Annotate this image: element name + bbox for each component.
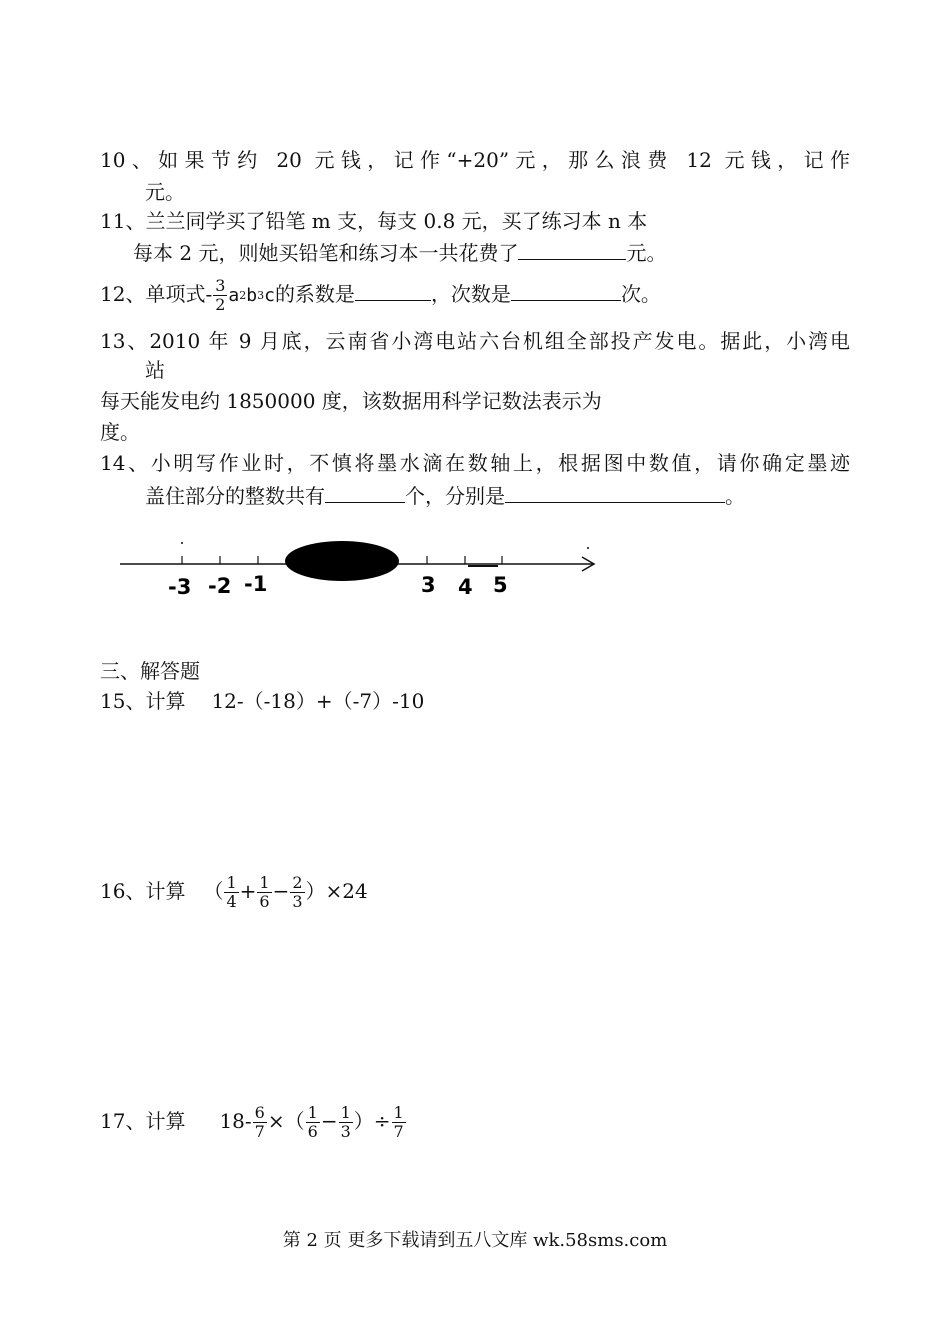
q12-degree-blank[interactable] [511, 278, 621, 301]
label-minus3: -3 [168, 575, 192, 599]
q12-frac-num: 3 [215, 276, 226, 295]
q17-label: 17、计算 [100, 1109, 186, 1133]
number-line-figure [110, 530, 610, 610]
q16-f1-num: 1 [226, 873, 237, 892]
q11-line2 [133, 237, 666, 267]
q14-count-blank[interactable] [325, 480, 405, 503]
q12-exp-a: 2 [239, 289, 247, 302]
q17-line [100, 1101, 407, 1141]
q12-var-a: a [228, 285, 240, 306]
q11-line2-text: 每本 2 元，则她买铅笔和练习本一共花费了 [133, 241, 519, 265]
q14-line2 [145, 480, 745, 510]
q16-f2-num: 1 [259, 873, 270, 892]
section-title: 三、解答题 [100, 659, 200, 683]
q12-end: 次。 [620, 282, 661, 306]
q12-line [100, 276, 661, 314]
q17-f2-den: 6 [307, 1122, 318, 1141]
q14-end: 。 [725, 484, 745, 508]
q11-answer-blank[interactable] [518, 237, 626, 260]
q17-f3-den: 3 [340, 1122, 351, 1141]
q12-var-b: b [246, 285, 258, 306]
q17-f1-num: 6 [254, 1103, 265, 1122]
q16-op1: + [239, 879, 257, 903]
q17-frac1 [253, 1104, 267, 1141]
q16-frac1 [224, 874, 238, 911]
q17-div: ）÷ [353, 1109, 391, 1133]
q16-close: ）×24 [305, 879, 368, 903]
q12-var-c: c [264, 285, 275, 306]
q11-line2-end: 元。 [626, 241, 667, 265]
ink-blot [285, 541, 399, 581]
q12-fraction [213, 277, 227, 314]
q17-frac3 [339, 1104, 353, 1141]
q16-frac3 [290, 874, 304, 911]
q12-prefix: 12、单项式- [100, 282, 213, 306]
q17-frac4 [392, 1104, 406, 1141]
q16-open: （ [203, 879, 224, 903]
q12-coef-blank[interactable] [355, 278, 431, 301]
q15-label: 15、计算 [100, 689, 186, 713]
q17-f4-num: 1 [393, 1103, 404, 1122]
q12-coef-text: 的系数是 [274, 282, 355, 306]
q17-minus: − [320, 1109, 338, 1133]
q16-f2-den: 6 [259, 892, 270, 911]
q17-frac2 [306, 1104, 320, 1141]
q10-line2: 元。 [145, 180, 185, 204]
q10-line1: 10、如果节约 20 元钱，记作“+20”元，那么浪费 12 元钱，记作 [100, 148, 850, 172]
q17-f1-den: 7 [254, 1122, 265, 1141]
q12-frac-den: 2 [215, 295, 226, 314]
q16-f3-den: 3 [292, 892, 303, 911]
q17-times: ×（ [267, 1109, 305, 1133]
q16-op2: − [272, 879, 290, 903]
q14-list-blank[interactable] [505, 480, 725, 503]
page-footer: 第 2 页 更多下载请到五八文库 wk.58sms.com [282, 1230, 668, 1251]
q17-f3-num: 1 [340, 1103, 351, 1122]
q14-count-text: 盖住部分的整数共有 [145, 484, 325, 508]
dot-mark [181, 542, 183, 544]
q13-line1: 13、2010 年 9 月底，云南省小湾电站六台机组全部投产发电。据此，小湾电 [100, 329, 850, 353]
dot-mark-right [587, 547, 589, 549]
q13-line4: 度。 [100, 420, 140, 444]
q17-f4-den: 7 [393, 1122, 404, 1141]
q14-line1: 14、小明写作业时，不慎将墨水滴在数轴上，根据图中数值，请你确定墨迹 [100, 451, 850, 475]
q15-expression: 12-（-18）+（-7）-10 [211, 689, 425, 713]
q14-list-text: 个，分别是 [405, 484, 505, 508]
q16-f3-num: 2 [292, 873, 303, 892]
q17-f2-num: 1 [307, 1103, 318, 1122]
q16-frac2 [257, 874, 271, 911]
q11-line1: 11、兰兰同学买了铅笔 m 支，每支 0.8 元，买了练习本 n 本 [100, 209, 648, 233]
label-minus2: -2 [208, 574, 232, 598]
q12-exp-b: 3 [257, 289, 265, 302]
q13-line3: 每天能发电约 1850000 度，该数据用科学记数法表示为 [100, 389, 602, 413]
q16-f1-den: 4 [226, 892, 237, 911]
q12-degree-text: ，次数是 [430, 282, 511, 306]
label-5: 5 [493, 573, 508, 597]
label-minus1: -1 [244, 572, 268, 596]
q16-line [100, 871, 368, 911]
label-4: 4 [458, 575, 473, 599]
q17-pre: 18- [219, 1109, 252, 1133]
q15-line [100, 687, 424, 715]
q13-line2: 站 [145, 358, 165, 382]
q16-label: 16、计算 [100, 879, 186, 903]
label-3: 3 [421, 573, 436, 597]
